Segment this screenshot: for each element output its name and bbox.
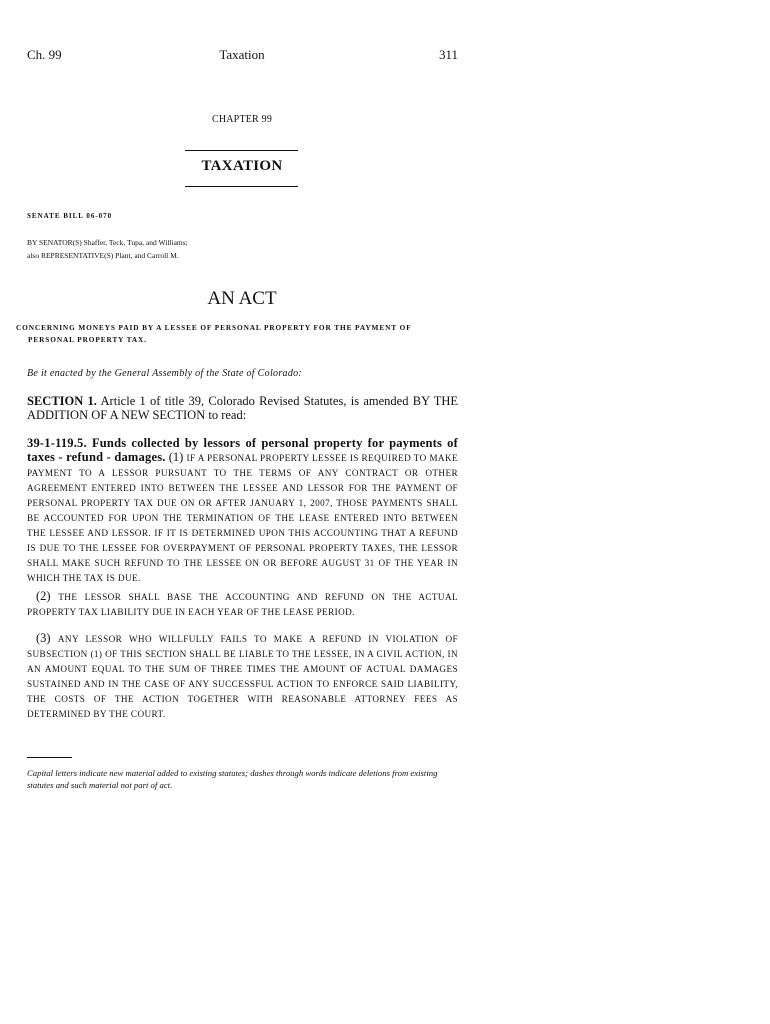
subsection-3-text: ANY LESSOR WHO WILLFULLY FAILS TO MAKE A REFUND IN VIOLATION OF SUBSECTION (1) OF THIS SECTION SHALL BE LIABLE TO THE LESSEE, IN A CIVIL ACTION, IN AN AMOUNT EQUAL TO THE SUM OF THREE TIMES THE AMOUNT OF ACTUAL DAMAGES SUSTAINED AND IN THE CASE OF ANY SUCCESSFUL ACTION TO ENFORCE SAID LIABILITY, THE COSTS OF THE ACTION TOGETHER WITH REASONABLE ATTORNEY FEES AS DETERMINED BY THE COURT. (27, 634, 458, 719)
act-concerning-clause: CONCERNING MONEYS PAID BY A LESSEE OF PERSONAL PROPERTY FOR THE PAYMENT OF PERSONAL PROPERTY TAX. (16, 323, 412, 344)
statute-subsection-3 (27, 631, 458, 721)
title-rule-bottom (185, 186, 298, 187)
subsection-3-label: (3) (36, 631, 51, 645)
footnote-rule (27, 757, 72, 758)
subsection-1-label: (1) (168, 450, 184, 464)
enacting-clause: Be it enacted by the General Assembly of the State of Colorado: (27, 368, 303, 379)
section-1-paragraph (27, 394, 458, 422)
bill-id: SENATE BILL 06-070 (27, 212, 113, 220)
statute-subsection-2 (27, 589, 458, 619)
statute-subsection-1 (27, 436, 458, 585)
subsection-1-text: IF A PERSONAL PROPERTY LESSEE IS REQUIRED TO MAKE PAYMENT TO A LESSOR PURSUANT TO THE TERMS OF ANY CONTRACT OR OTHER AGREEMENT ENTERED INTO BETWEEN THE LESSEE AND LESSOR FOR THE PAYMENT OF PERSONAL PROPERTY TAX DUE ON OR AFTER JANUARY 1, 2007, THOSE PAYMENTS SHALL BE ACCOUNTED FOR UPON THE TERMINATION OF THE LEASE ENTERED INTO BETWEEN THE LESSEE AND LESSOR. IF IT IS DETERMINED UPON THIS ACCOUNTING THAT A REFUND IS DUE TO THE LESSEE FOR OVERPAYMENT OF PERSONAL PROPERTY TAXES, THE LESSOR SHALL MAKE SUCH REFUND TO THE LESSEE ON OR BEFORE AUGUST 31 OF THE YEAR IN WHICH THE TAX IS DUE. (27, 453, 459, 583)
chapter-number: CHAPTER 99 (211, 114, 273, 125)
header-subject: Taxation (219, 47, 265, 62)
subsection-2-text: THE LESSOR SHALL BASE THE ACCOUNTING AND REFUND ON THE ACTUAL PROPERTY TAX LIABILITY DUE IN EACH YEAR OF THE LEASE PERIOD. (27, 592, 459, 617)
footnote: Capital letters indicate new material added to existing statutes; dashes through words indicate deletions from existing statutes and such material not part of act. (27, 768, 438, 790)
header-page-number: 311 (438, 47, 458, 62)
header-chapter: Ch. 99 (27, 47, 62, 62)
subsection-2-label: (2) (36, 589, 51, 603)
statute-heading: 39-1-119.5. Funds collected by lessors of personal property for payments of taxes - refund - damages. (27, 436, 458, 464)
sponsors-senators: BY SENATOR(S) Shaffer, Teck, Tupa, and Williams; (27, 238, 188, 247)
title-rule-top (185, 150, 298, 151)
sponsors (27, 236, 188, 262)
sponsors-representatives: also REPRESENTATIVE(S) Plant, and Carroll M. (27, 251, 179, 260)
act-title: AN ACT (207, 288, 277, 309)
section-1-text: Article 1 of title 39, Colorado Revised Statutes, is amended BY THE ADDITION OF A NEW SECTION to read: (27, 394, 458, 422)
section-1-lead: SECTION 1. (27, 394, 97, 408)
chapter-title: TAXATION (201, 158, 283, 174)
